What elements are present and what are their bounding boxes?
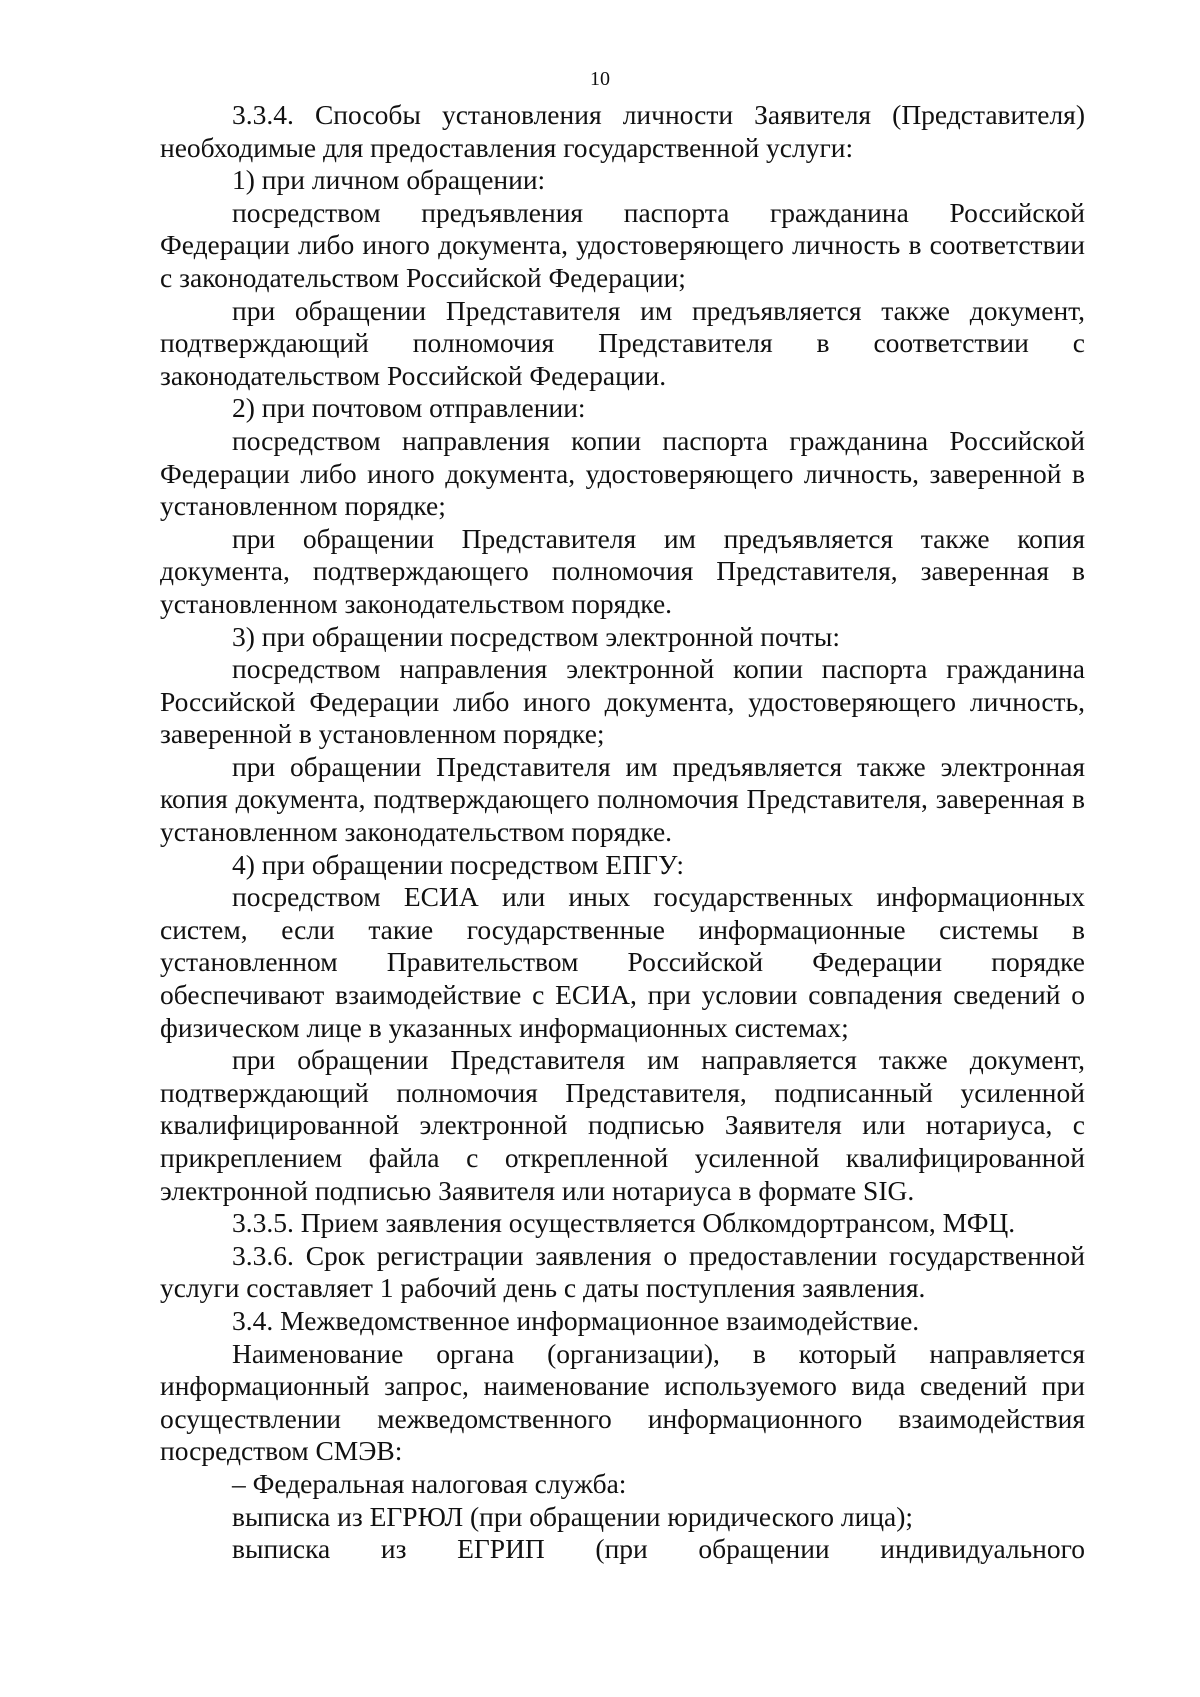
paragraph-item-1-representative: при обращении Представителя им предъявляется также документ, подтверждающий полномочия Представителя в соответствии с законодательством Российской Федерации. xyxy=(160,294,1085,391)
paragraph-item-1-passport: посредством предъявления паспорта гражданина Российской Федерации либо иного документа, удостоверяющего личность в соответствии с законодательством Российской Федерации; xyxy=(160,196,1085,293)
paragraph-item-4-representative: при обращении Представителя им направляется также документ, подтверждающий полномочия Представителя, подписанный усиленной квалифицированной электронной подписью Заявителя или нотариуса, с прикреплением файла с открепленной усиленной квалифицированной электронной подписью Заявителя или нотариуса в формате SIG. xyxy=(160,1044,1085,1206)
paragraph-3-3-6: 3.3.6. Срок регистрации заявления о предоставлении государственной услуги составляет 1 рабочий день с даты поступления заявления. xyxy=(160,1239,1085,1304)
paragraph-3-3-5: 3.3.5. Прием заявления осуществляется Облкомдортрансом, МФЦ. xyxy=(232,1207,1016,1239)
paragraph-item-3-heading: 3) при обращении посредством электронной почты: xyxy=(232,620,840,652)
paragraph-item-3-passport: посредством направления электронной копии паспорта гражданина Российской Федерации либо иного документа, удостоверяющего личность, заверенной в установленном порядке; xyxy=(160,653,1085,750)
paragraph-item-4-heading: 4) при обращении посредством ЕПГУ: xyxy=(232,848,685,880)
paragraph-item-4-esia: посредством ЕСИА или иных государственных информационных систем, если такие государственные информационные системы в установленном Правительством Российской Федерации порядке обеспечивают взаимодействие с ЕСИА, при условии совпадения сведений о физическом лице в указанных информационных системах; xyxy=(160,881,1085,1043)
paragraph-item-2-representative: при обращении Представителя им предъявляется также копия документа, подтверждающего полномочия Представителя, заверенная в установленном законодательством порядке. xyxy=(160,522,1085,619)
paragraph-item-2-heading: 2) при почтовом отправлении: xyxy=(232,392,586,424)
paragraph-egrip: выписка из ЕГРИП (при обращении индивидуального xyxy=(232,1533,1085,1565)
paragraph-item-3-representative: при обращении Представителя им предъявляется также электронная копия документа, подтверждающего полномочия Представителя, заверенная в установленном законодательством порядке. xyxy=(160,750,1085,848)
paragraph-item-2-passport: посредством направления копии паспорта гражданина Российской Федерации либо иного документа, удостоверяющего личность, заверенной в установленном порядке; xyxy=(160,424,1085,522)
document-body xyxy=(160,99,1085,1566)
paragraph-3-3-4-heading: 3.3.4. Способы установления личности Заявителя (Представителя) необходимые для предоставления государственной услуги: xyxy=(160,99,1085,163)
paragraph-3-4-heading: 3.4. Межведомственное информационное взаимодействие. xyxy=(232,1304,920,1336)
paragraph-egrul: выписка из ЕГРЮЛ (при обращении юридического лица); xyxy=(232,1500,914,1532)
paragraph-fns-heading: – Федеральная налоговая служба: xyxy=(232,1467,627,1499)
paragraph-item-1-heading: 1) при личном обращении: xyxy=(232,164,546,196)
page-number: 10 xyxy=(590,68,610,90)
paragraph-3-4-description: Наименование органа (организации), в который направляется информационный запрос, наименование используемого вида сведений при осуществлении межведомственного информационного взаимодействия посредством СМЭВ: xyxy=(160,1337,1085,1467)
